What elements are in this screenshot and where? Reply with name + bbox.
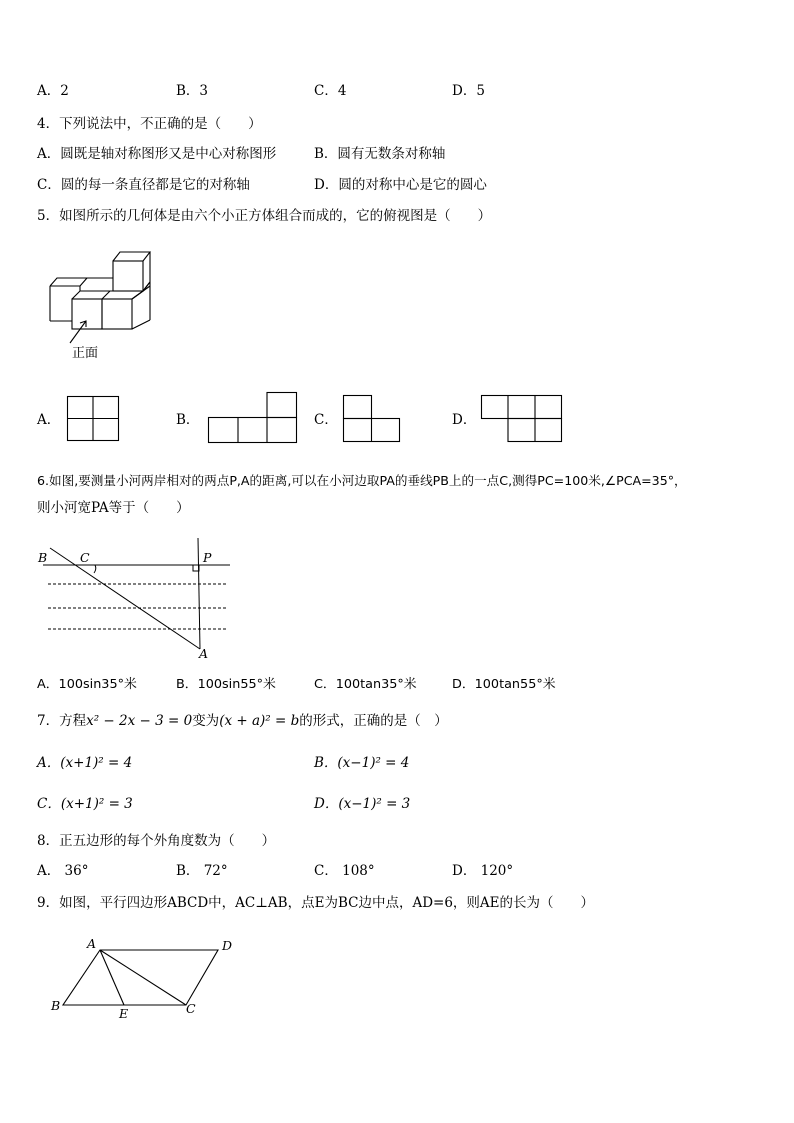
- q6-label-a: A: [199, 646, 209, 661]
- q5-solid-figure: [40, 248, 170, 363]
- q8-option-c: C． 108°: [314, 863, 375, 879]
- q9-parallelogram-figure: [58, 945, 228, 1010]
- q5-option-d-figure: [481, 395, 563, 443]
- q7-stem: [37, 713, 448, 729]
- q6-stem-line2: 则小河宽PA等于（ ）: [37, 500, 190, 516]
- q6-option-c: C．100tan35°米: [314, 677, 417, 692]
- q5-option-d-label: D．: [452, 412, 477, 428]
- q7-equation-original: x² − 2x − 3 = 0: [86, 713, 193, 729]
- q6-option-d: D．100tan55°米: [452, 677, 556, 692]
- q5-front-label: 正面: [72, 346, 99, 361]
- q3-option-b: B．3: [176, 83, 209, 99]
- q8-stem: 8．正五边形的每个外角度数为（ ）: [37, 833, 276, 849]
- q7-stem-suffix: 的形式，正确的是（ ）: [299, 713, 448, 729]
- q4-option-c: C．圆的每一条直径都是它的对称轴: [37, 177, 250, 193]
- q7-option-c: C．(x+1)² = 3: [37, 796, 133, 812]
- q5-option-c-label: C．: [314, 412, 338, 428]
- q8-option-d: D． 120°: [452, 863, 514, 879]
- q4-option-b: B．圆有无数条对称轴: [314, 146, 446, 162]
- q5-option-b-label: B．: [176, 412, 200, 428]
- q8-option-b: B． 72°: [176, 863, 228, 879]
- q7-stem-prefix: 7．方程: [37, 713, 87, 729]
- q5-stem: 5．如图所示的几何体是由六个小正方体组合而成的，它的俯视图是（ ）: [37, 208, 492, 224]
- q7-option-a: A．(x+1)² = 4: [37, 755, 133, 771]
- q7-option-d: D．(x−1)² = 3: [314, 796, 411, 812]
- q8-option-a: A． 36°: [37, 863, 89, 879]
- q7-equation-form: (x + a)² = b: [219, 713, 300, 729]
- q9-label-e: E: [119, 1006, 129, 1021]
- q6-label-p: P: [203, 550, 212, 565]
- q6-stem-line1: 6.如图,要测量小河两岸相对的两点P,A的距离,可以在小河边取PA的垂线PB上的一点C,测得PC=100米,∠PCA=35°，: [37, 473, 687, 488]
- q5-option-a-figure: [67, 396, 119, 442]
- q6-label-b: B: [38, 550, 48, 565]
- q3-option-a: A．2: [37, 83, 69, 99]
- q9-label-a: A: [87, 936, 97, 951]
- q4-stem: 4．下列说法中，不正确的是（ ）: [37, 116, 262, 132]
- q9-label-d: D: [222, 938, 233, 953]
- q9-label-b: B: [51, 998, 61, 1013]
- q4-option-a: A．圆既是轴对称图形又是中心对称图形: [37, 146, 277, 162]
- q6-option-a: A．100sin35°米: [37, 677, 137, 692]
- q9-label-c: C: [186, 1001, 196, 1016]
- q5-option-a-label: A．: [37, 412, 61, 428]
- q6-option-b: B．100sin55°米: [176, 677, 276, 692]
- q5-option-b-figure: [208, 392, 298, 444]
- q3-option-d: D．5: [452, 83, 485, 99]
- q7-option-b: B．(x−1)² = 4: [314, 755, 410, 771]
- q6-label-c: C: [80, 550, 90, 565]
- q5-option-c-figure: [343, 395, 401, 443]
- q9-stem: 9．如图，平行四边形ABCD中，AC⊥AB，点E为BC边中点，AD=6，则AE的长为（ ）: [37, 895, 595, 911]
- q3-option-c: C．4: [314, 83, 347, 99]
- q4-option-d: D．圆的对称中心是它的圆心: [314, 177, 487, 193]
- q7-stem-mid: 变为: [192, 713, 220, 729]
